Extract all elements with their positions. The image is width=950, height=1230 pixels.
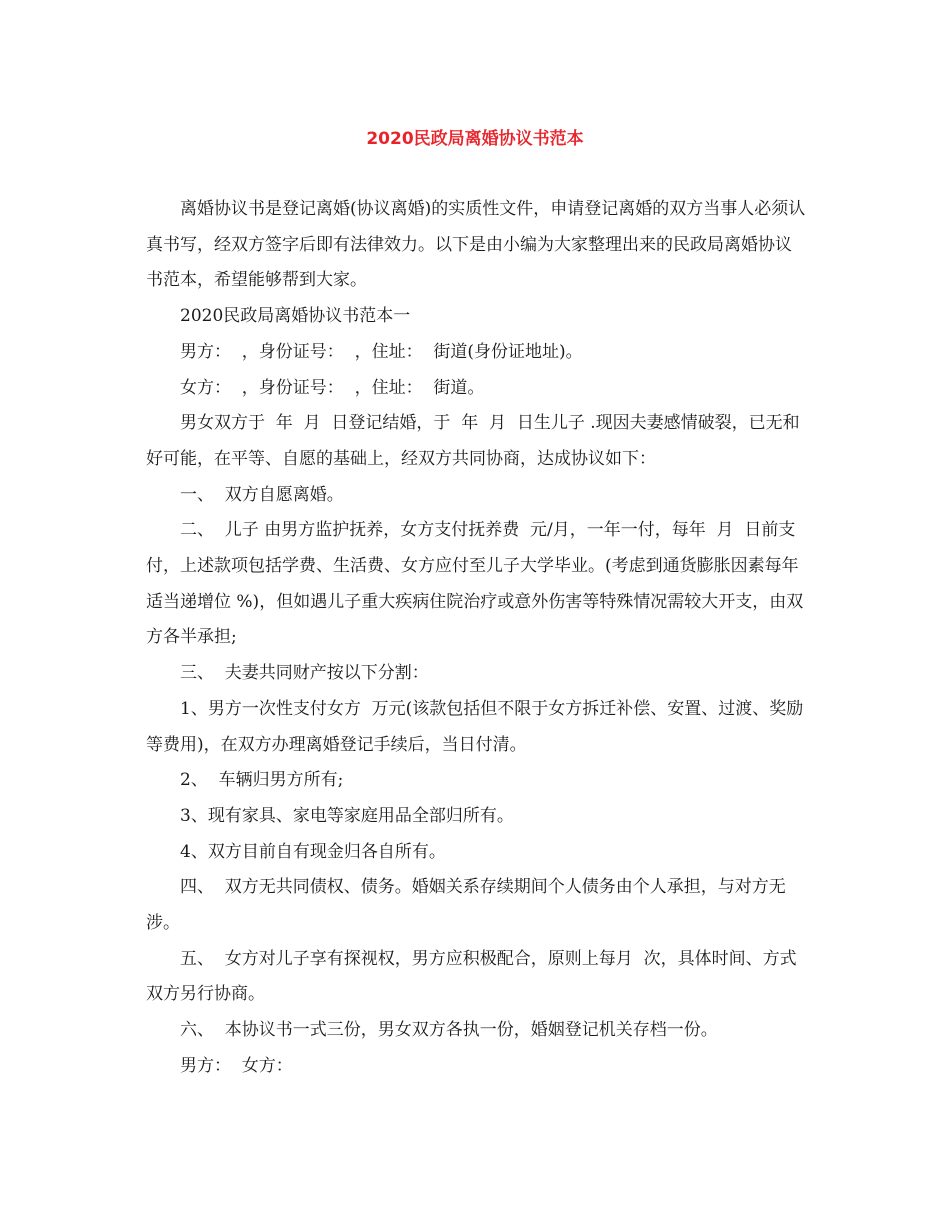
- clause-4: 四、 双方无共同债权、债务。婚姻关系存续期间个人债务由个人承担，与对方无涉。: [146, 877, 786, 934]
- section-heading: 2020民政局离婚协议书范本一: [180, 306, 411, 327]
- signature-line: 男方： 女方：: [180, 1055, 293, 1076]
- clause-3-item-3: 3、现有家具、家电等家庭用品全部归所有。: [180, 805, 514, 826]
- intro-paragraph: 离婚协议书是登记离婚(协议离婚)的实质性文件，申请登记离婚的双方当事人必须认真书写，经双方签字后即有法律效力。以下是由小编为大家整理出来的民政局离婚协议书范本，希望能够帮到大家。: [146, 199, 806, 291]
- clause-3-item-4: 4、双方目前自有现金归各自所有。: [180, 841, 446, 862]
- clause-3-item-2: 2、 车辆归男方所有;: [180, 770, 344, 791]
- document-body: [146, 192, 806, 1085]
- clause-6: 六、 本协议书一式三份，男女双方各执一份，婚姻登记机关存档一份。: [180, 1020, 718, 1041]
- clause-5: 五、 女方对儿子享有探视权，男方应积极配合，原则上每月 次，具体时间、方式双方另行协商。: [146, 948, 797, 1005]
- document-title: 2020民政局离婚协议书范本: [366, 129, 584, 149]
- female-party-line: 女方： ，身份证号： ，住址： 街道。: [180, 377, 485, 398]
- marriage-statement: 男女双方于 年 月 日登记结婚，于 年 月 日生儿子 .现因夫妻感情破裂，已无和好可能，在平等、自愿的基础上，经双方共同协商，达成协议如下：: [146, 413, 800, 469]
- clause-3: 三、 夫妻共同财产按以下分割：: [180, 663, 429, 684]
- clause-3-item-1: 1、男方一次性支付女方 万元(该款包括但不限于女方拆迁补偿、安置、过渡、奖励等费用)，在双方办理离婚登记手续后，当日付清。: [146, 698, 804, 755]
- clause-2: 二、 儿子 由男方监护抚养，女方支付抚养费 元/月，一年一付，每年 月 日前支付，上述款项包括学费、生活费、女方应付至儿子大学毕业。(考虑到通货膨胀因素每年适当递增位 %)，但如遇儿子重大疾病住院治疗或意外伤害等特殊情况需较大开支，由双方各半承担;: [146, 520, 804, 648]
- clause-1: 一、 双方自愿离婚。: [180, 484, 344, 505]
- male-party-line: 男方： ，身份证号： ，住址： 街道(身份证地址)。: [180, 341, 583, 362]
